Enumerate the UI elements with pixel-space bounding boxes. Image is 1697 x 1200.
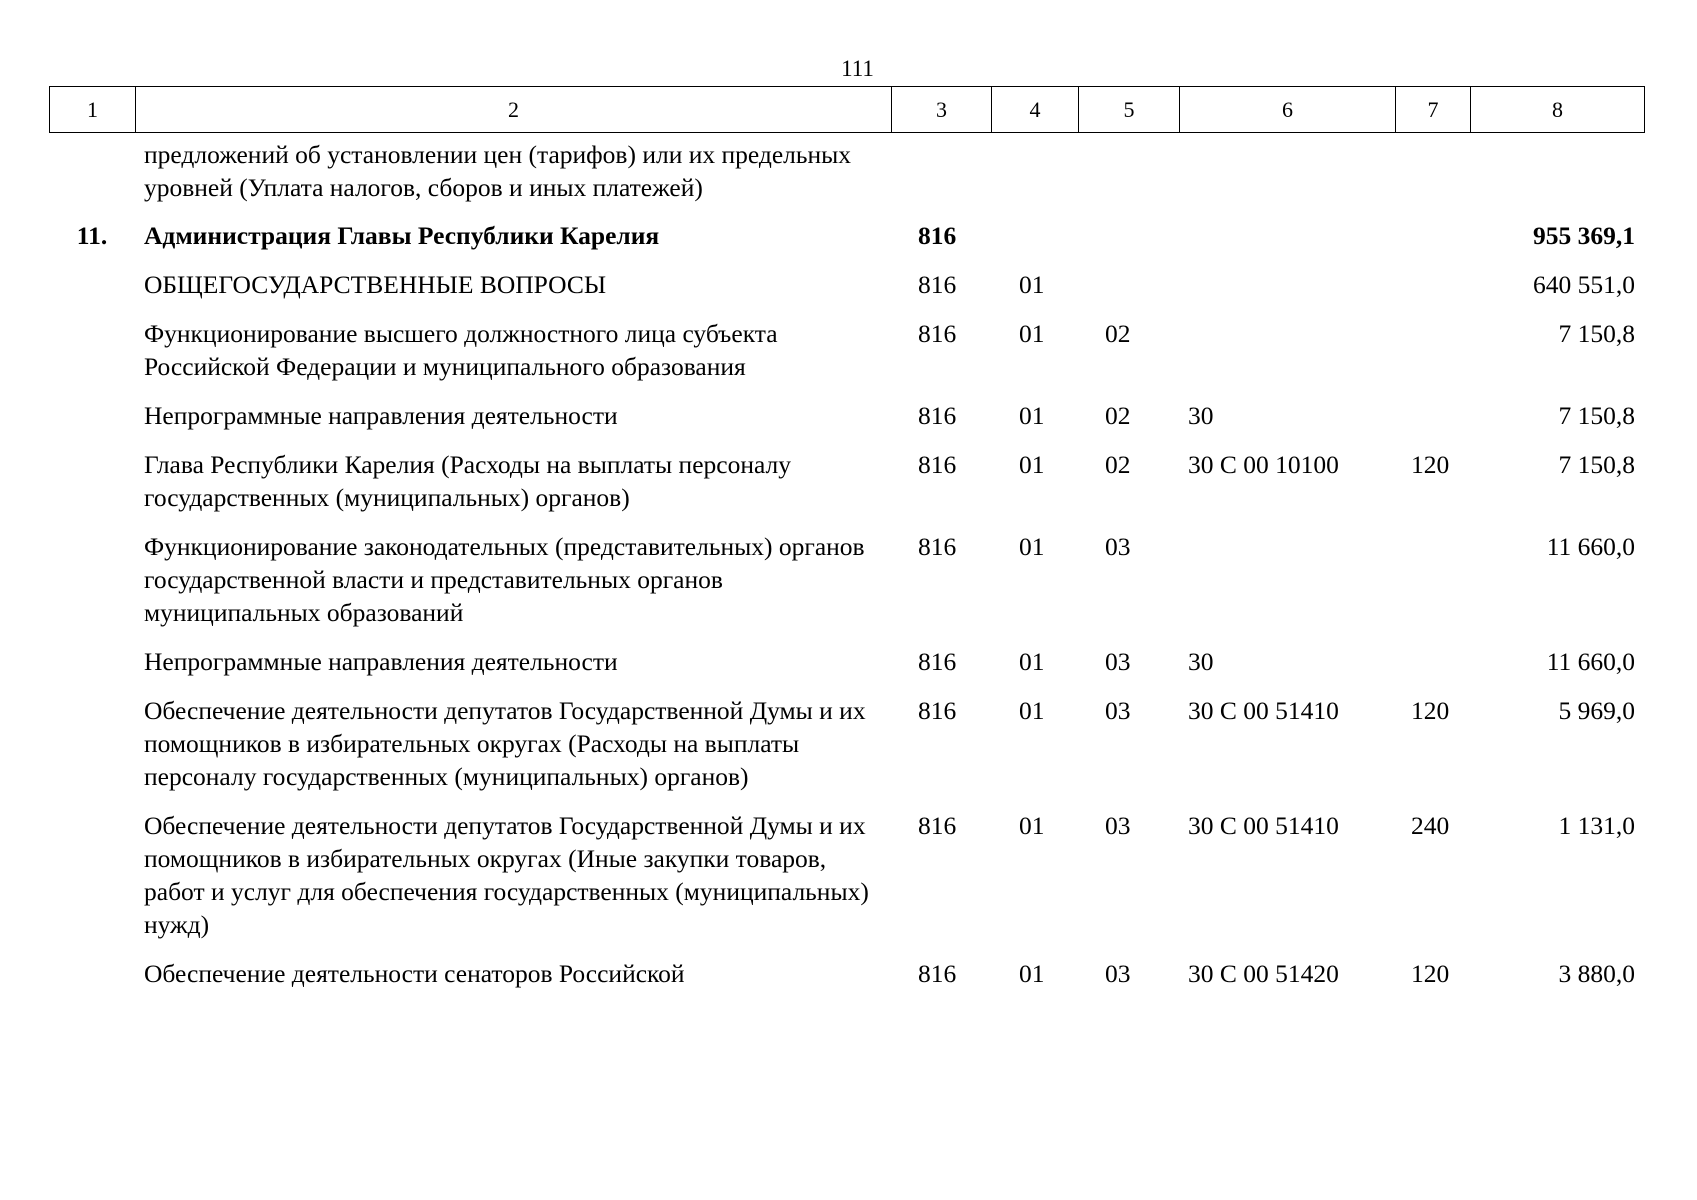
header-cell: 5 (1079, 87, 1180, 133)
expense-type-code (1395, 317, 1470, 399)
table-row (49, 694, 1644, 809)
ministry-code: 816 (918, 811, 957, 840)
row-number (49, 957, 135, 1006)
target-article-code (1179, 219, 1395, 268)
row-number (49, 809, 135, 957)
subsection-code: 03 (1105, 959, 1131, 988)
amount: 7 150,8 (1558, 401, 1635, 430)
amount: 7 150,8 (1558, 319, 1635, 348)
subsection-code (1078, 268, 1179, 317)
ministry-code: 816 (918, 959, 957, 988)
subsection-code: 03 (1105, 696, 1131, 725)
section-code: 01 (1019, 270, 1045, 299)
page-number: 111 (841, 56, 874, 81)
continuation-text: предложений об установлении цен (тарифов) или их предельных уровней (Уплата налогов, сборов и иных платежей) (144, 140, 852, 202)
table-row (49, 448, 1644, 530)
ministry-code: 816 (918, 319, 957, 348)
header-cell: 8 (1471, 87, 1645, 133)
expense-type-code (1395, 219, 1470, 268)
table-row (49, 809, 1644, 957)
row-name: Непрограммные направления деятельности (144, 647, 618, 676)
header-cell: 7 (1396, 87, 1471, 133)
header-cell: 4 (992, 87, 1079, 133)
target-article-code: 30 (1188, 647, 1214, 676)
section-code: 01 (1019, 959, 1045, 988)
continuation-row (49, 138, 1644, 219)
amount: 640 551,0 (1533, 270, 1635, 299)
subsection-code: 03 (1105, 532, 1131, 561)
row-name: Обеспечение деятельности депутатов Государственной Думы и их помощников в избирательных округах (Расходы на выплаты персоналу государственных (муниципальных) органов) (144, 696, 866, 791)
amount: 7 150,8 (1558, 450, 1635, 479)
target-article-code: 30 С 00 51410 (1188, 696, 1339, 725)
subsection-code: 03 (1105, 647, 1131, 676)
section-code: 01 (1019, 532, 1045, 561)
subsection-code: 02 (1105, 401, 1131, 430)
expense-type-code (1395, 268, 1470, 317)
section-code: 01 (1019, 401, 1045, 430)
expense-type-code: 120 (1411, 696, 1450, 725)
target-article-code: 30 С 00 10100 (1188, 450, 1339, 479)
expense-type-code: 120 (1411, 450, 1450, 479)
row-number (49, 530, 135, 645)
amount: 1 131,0 (1558, 811, 1635, 840)
expense-type-code (1395, 645, 1470, 694)
table-row (49, 399, 1644, 448)
subsection-code: 02 (1105, 450, 1131, 479)
subsection-code (1078, 219, 1179, 268)
row-number (49, 645, 135, 694)
subsection-code: 02 (1105, 319, 1131, 348)
row-name: ОБЩЕГОСУДАРСТВЕННЫЕ ВОПРОСЫ (144, 270, 607, 299)
amount: 3 880,0 (1558, 959, 1635, 988)
row-name: Глава Республики Карелия (Расходы на выплаты персоналу государственных (муниципальных) органов) (144, 450, 791, 512)
row-name: Непрограммные направления деятельности (144, 401, 618, 430)
table-row (49, 268, 1644, 317)
amount: 5 969,0 (1558, 696, 1635, 725)
section-code (991, 219, 1078, 268)
row-number: 11. (76, 221, 108, 250)
column-number-header (49, 86, 1645, 133)
header-cell: 1 (50, 87, 136, 133)
ministry-code: 816 (918, 532, 957, 561)
target-article-code (1179, 530, 1395, 645)
table-row (49, 219, 1644, 268)
target-article-code: 30 С 00 51420 (1188, 959, 1339, 988)
amount: 11 660,0 (1546, 647, 1635, 676)
ministry-code: 816 (918, 696, 957, 725)
row-number (49, 268, 135, 317)
amount: 11 660,0 (1546, 532, 1635, 561)
ministry-code: 816 (918, 401, 957, 430)
subsection-code: 03 (1105, 811, 1131, 840)
table-row (49, 530, 1644, 645)
target-article-code: 30 С 00 51410 (1188, 811, 1339, 840)
row-number (49, 317, 135, 399)
header-cell: 6 (1180, 87, 1396, 133)
section-code: 01 (1019, 319, 1045, 348)
header-cell: 2 (136, 87, 892, 133)
row-number (49, 448, 135, 530)
table-row (49, 317, 1644, 399)
header-cell: 3 (892, 87, 992, 133)
row-name: Администрация Главы Республики Карелия (144, 221, 660, 250)
budget-table (49, 138, 1644, 1006)
header-row (50, 87, 1645, 133)
row-number (49, 694, 135, 809)
ministry-code: 816 (918, 647, 957, 676)
ministry-code: 816 (918, 270, 957, 299)
table-row (49, 645, 1644, 694)
ministry-code: 816 (918, 221, 957, 250)
row-name: Функционирование законодательных (представительных) органов государственной власти и представительных органов муниципальных образований (144, 532, 865, 627)
target-article-code (1179, 268, 1395, 317)
section-code: 01 (1019, 450, 1045, 479)
row-number (49, 399, 135, 448)
ministry-code: 816 (918, 450, 957, 479)
section-code: 01 (1019, 696, 1045, 725)
section-code: 01 (1019, 647, 1045, 676)
section-code: 01 (1019, 811, 1045, 840)
amount: 955 369,1 (1533, 221, 1635, 250)
expense-type-code: 120 (1411, 959, 1450, 988)
row-name: Обеспечение деятельности сенаторов Российской (144, 959, 685, 988)
table-row (49, 957, 1644, 1006)
expense-type-code (1395, 530, 1470, 645)
expense-type-code (1395, 399, 1470, 448)
row-name: Обеспечение деятельности депутатов Государственной Думы и их помощников в избирательных округах (Иные закупки товаров, работ и услуг для обеспечения государственных (муниципальных) нужд) (144, 811, 869, 939)
row-name: Функционирование высшего должностного лица субъекта Российской Федерации и муниципального образования (144, 319, 778, 381)
target-article-code: 30 (1188, 401, 1214, 430)
expense-type-code: 240 (1411, 811, 1450, 840)
target-article-code (1179, 317, 1395, 399)
